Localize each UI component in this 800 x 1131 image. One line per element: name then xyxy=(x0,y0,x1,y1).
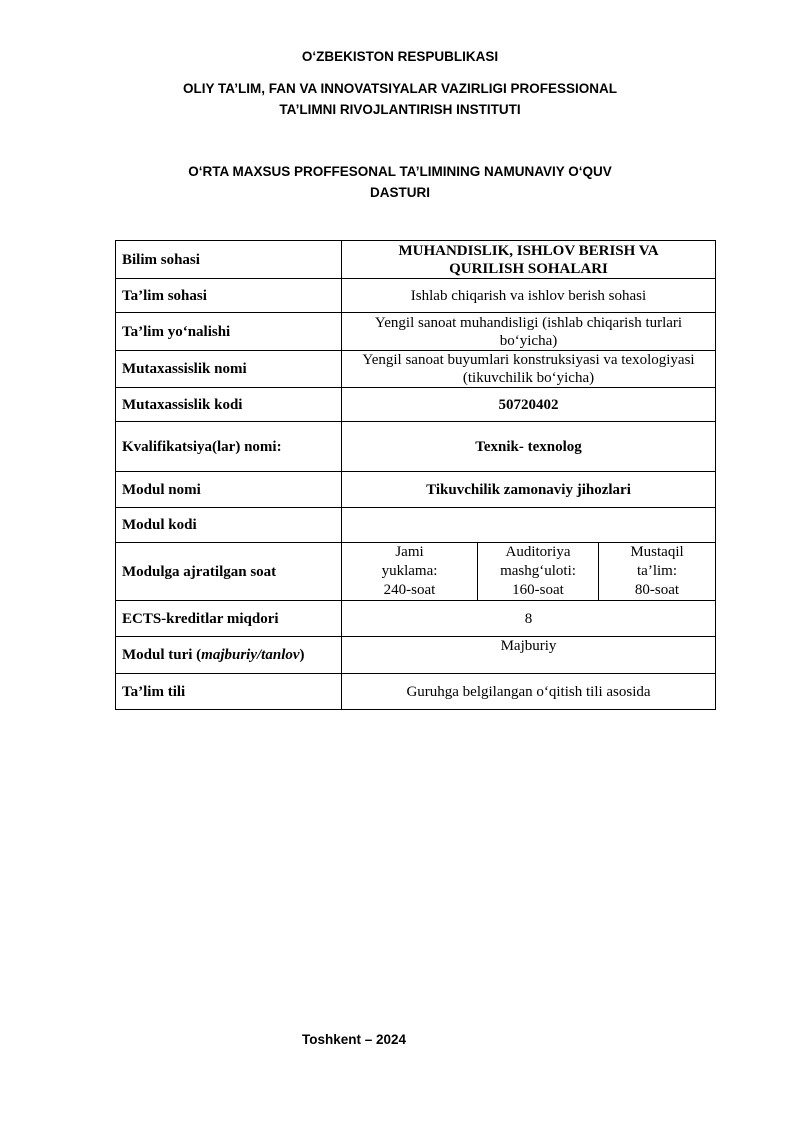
label-modul-kodi: Modul kodi xyxy=(116,508,342,543)
hours-table xyxy=(342,543,715,600)
value-kvalifikatsiya: Texnik- texnolog xyxy=(342,422,716,472)
value-modul-nomi: Tikuvchilik zamonaviy jihozlari xyxy=(342,472,716,508)
row-soat xyxy=(116,543,716,601)
header-ministry: OLIY TA’LIM, FAN VA INNOVATSIYALAR VAZIRLIGI PROFESSIONAL TA’LIMNI RIVOJLANTIRISH INSTITUTI xyxy=(182,81,618,117)
row-bilim-sohasi xyxy=(116,241,716,279)
module-info-table xyxy=(115,240,716,710)
value-talim-tili: Guruhga belgilangan o‘qitish tili asosida xyxy=(342,674,716,710)
row-talim-sohasi xyxy=(116,279,716,313)
label-mutaxassislik-kodi: Mutaxassislik kodi xyxy=(116,388,342,422)
row-modul-turi xyxy=(116,637,716,674)
label-mutaxassislik-nomi: Mutaxassislik nomi xyxy=(116,351,342,388)
document-title: O‘RTA MAXSUS PROFFESONAL TA’LIMINING NAMUNAVIY O‘QUV DASTURI xyxy=(188,164,612,200)
label-soat: Modulga ajratilgan soat xyxy=(116,543,342,601)
row-ects xyxy=(116,601,716,637)
value-modul-turi: Majburiy xyxy=(342,637,716,674)
header-republic: O‘ZBEKISTON RESPUBLIKASI xyxy=(301,49,499,64)
value-mutaxassislik-nomi: Yengil sanoat buyumlari konstruksiyasi va texologiyasi (tikuvchilik bo‘yicha) xyxy=(342,351,716,388)
row-mutaxassislik-kodi xyxy=(116,388,716,422)
label-modul-turi: Modul turi (majburiy/tanlov) xyxy=(116,637,342,674)
label-modul-nomi: Modul nomi xyxy=(116,472,342,508)
row-modul-nomi xyxy=(116,472,716,508)
value-ects: 8 xyxy=(342,601,716,637)
footer-city-year: Toshkent – 2024 xyxy=(301,1032,407,1047)
hours-jami: Jami yuklama: 240-soat xyxy=(381,544,438,598)
label-ects: ECTS-kreditlar miqdori xyxy=(116,601,342,637)
hours-cell xyxy=(342,543,716,601)
row-talim-tili xyxy=(116,674,716,710)
label-bilim-sohasi: Bilim sohasi xyxy=(116,241,342,279)
value-talim-sohasi: Ishlab chiqarish va ishlov berish sohasi xyxy=(342,279,716,313)
label-talim-sohasi: Ta’lim sohasi xyxy=(116,279,342,313)
row-kvalifikatsiya xyxy=(116,422,716,472)
value-bilim-sohasi: MUHANDISLIK, ISHLOV BERISH VA QURILISH SOHALARI xyxy=(342,241,716,279)
value-modul-kodi xyxy=(342,508,716,543)
label-talim-tili: Ta’lim tili xyxy=(116,674,342,710)
label-talim-yonalishi: Ta’lim yo‘nalishi xyxy=(116,313,342,351)
row-modul-kodi xyxy=(116,508,716,543)
hours-auditoriya: Auditoriya mashg‘uloti: 160-soat xyxy=(478,543,599,600)
row-mutaxassislik-nomi xyxy=(116,351,716,388)
hours-mustaqil: Mustaqil ta’lim: 80-soat xyxy=(599,543,716,600)
value-talim-yonalishi: Yengil sanoat muhandisligi (ishlab chiqarish turlari bo‘yicha) xyxy=(342,313,716,351)
label-kvalifikatsiya: Kvalifikatsiya(lar) nomi: xyxy=(116,422,342,472)
value-mutaxassislik-kodi: 50720402 xyxy=(342,388,716,422)
row-talim-yonalishi xyxy=(116,313,716,351)
